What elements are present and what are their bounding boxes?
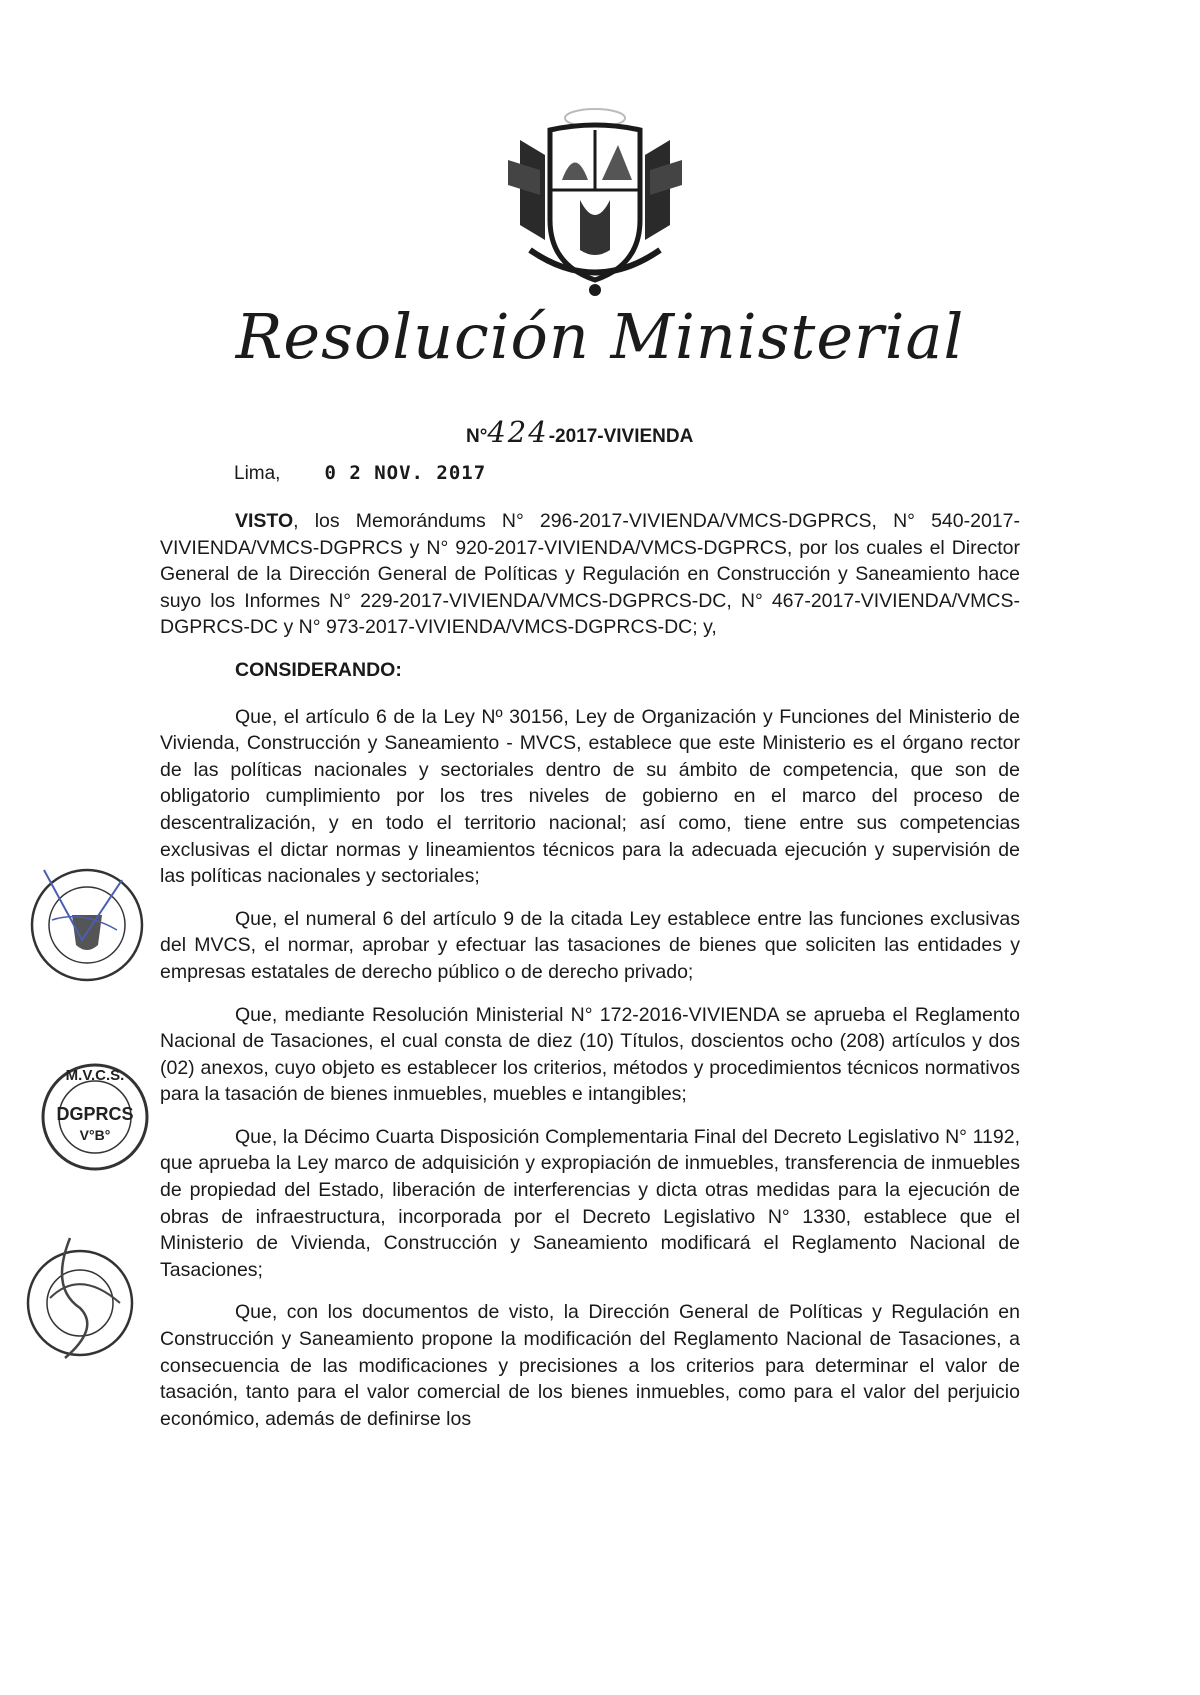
- resolution-number: [466, 415, 693, 449]
- date-label: Lima,: [234, 463, 281, 484]
- date-stamp: 0 2 NOV. 2017: [324, 462, 487, 484]
- legal-advisory-seal-icon: [22, 860, 152, 990]
- number-suffix: -2017-VIVIENDA: [548, 426, 694, 447]
- paragraph: Que, con los documentos de visto, la Dirección General de Políticas y Regulación en Construcción y Saneamiento propone la modificación del Reglamento Nacional de Tasaciones, a consecuencia de las modificaciones y precisiones a los criterios para determinar el valor de tasación, tanto para el valor comercial de los bienes inmuebles, como para el valor del perjuicio económico, además de definirse los: [160, 1301, 1020, 1430]
- seal-vb-text: V°B°: [79, 1127, 111, 1143]
- paragraph: Que, el numeral 6 del artículo 9 de la citada Ley establece entre las funciones exclusivas del MVCS, el normar, aprobar y efectuar las tasaciones de bienes que soliciten las entidades y empresas estatales de derecho público o de derecho privado;: [160, 907, 1020, 983]
- paragraph: Que, mediante Resolución Ministerial N° 172-2016-VIVIENDA se aprueba el Reglamento Nacional de Tasaciones, el cual consta de diez (10) Títulos, doscientos ocho (208) artículos y dos (02) anexos, cuyo objeto es establecer los criterios, métodos y procedimientos técnicos normativos para la tasación de bienes inmuebles, muebles e intangibles;: [160, 1003, 1020, 1106]
- visto-lead: VISTO: [235, 510, 294, 532]
- document-title: Resolución Ministerial: [235, 300, 965, 373]
- document-body: [160, 508, 1020, 1448]
- seal-top-text: M.V.C.S.: [65, 1067, 125, 1084]
- date-line: [234, 462, 486, 485]
- peru-coat-of-arms-icon: [500, 100, 690, 300]
- dgprcs-approval-seal-icon: [20, 1062, 170, 1172]
- considerando-heading: CONSIDERANDO:: [235, 658, 402, 681]
- visto-paragraph: [160, 508, 1020, 641]
- visto-text: , los Memorándums N° 296-2017-VIVIENDA/VMCS-DGPRCS, N° 540-2017-VIVIENDA/VMCS-DGPRCS y N° 920-2017-VIVIENDA/VMCS-DGPRCS, por los cuales el Director General de la Dirección General de Políticas y Regulación en Construcción y Saneamiento hace suyo los Informes N° 229-2017-VIVIENDA/VMCS-DGPRCS-DC, N° 467-2017-VIVIENDA/VMCS-DGPRCS-DC y N° 973-2017-VIVIENDA/VMCS-DGPRCS-DC; y,: [160, 510, 1020, 639]
- seal-mid-text: DGPRCS: [56, 1104, 134, 1124]
- vice-ministry-seal-icon: [10, 1228, 160, 1368]
- number-prefix: N°: [466, 426, 488, 447]
- paragraph: Que, el artículo 6 de la Ley Nº 30156, Ley de Organización y Funciones del Ministerio de Vivienda, Construcción y Saneamiento - MVCS, establece que este Ministerio es el órgano rector de las políticas nacionales y sectoriales dentro de su ámbito de competencia, que son de obligatorio cumplimiento por los tres niveles de gobierno en el marco del proceso de descentralización, y en todo el territorio nacional; así como, tiene entre sus competencias exclusivas el dictar normas y lineamientos técnicos para la adecuada ejecución y supervisión de las políticas nacionales y sectoriales;: [160, 705, 1020, 888]
- paragraph: Que, la Décimo Cuarta Disposición Complementaria Final del Decreto Legislativo N° 1192, que aprueba la Ley marco de adquisición y expropiación de inmuebles, transferencia de inmuebles de propiedad del Estado, liberación de interferencias y dicta otras medidas para la ejecución de obras de infraestructura, incorporada por el Decreto Legislativo N° 1330, establece que el Ministerio de Vivienda, Construcción y Saneamiento modificará el Reglamento Nacional de Tasaciones;: [160, 1125, 1020, 1281]
- handwritten-number: 424: [487, 415, 549, 449]
